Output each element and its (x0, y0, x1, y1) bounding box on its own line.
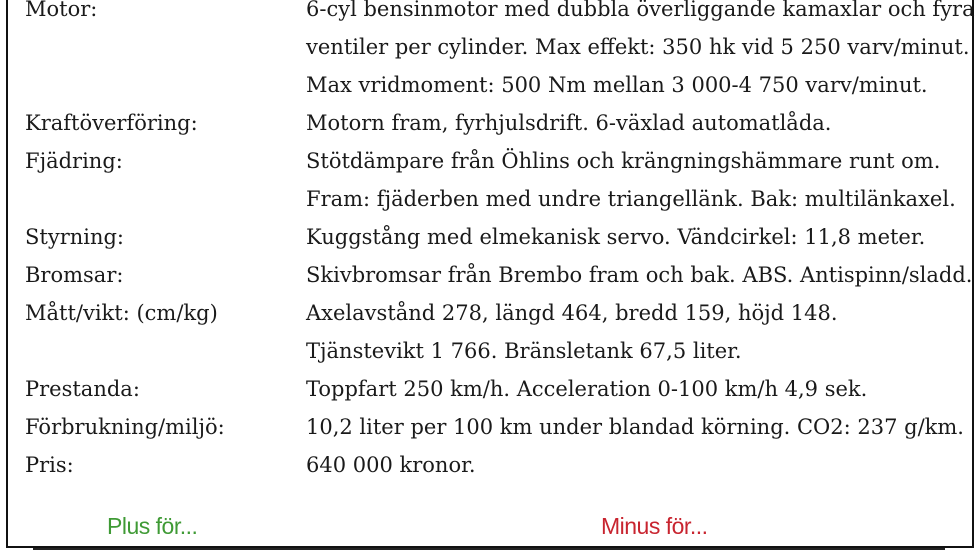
divider (33, 548, 945, 550)
spec-label: Styrning: (25, 225, 125, 249)
spec-label: Bromsar: (25, 263, 124, 287)
spec-label: Pris: (25, 453, 74, 477)
spec-value: Max vridmoment: 500 Nm mellan 3 000-4 750 varv/minut. (306, 73, 928, 97)
spec-row (0, 28, 980, 66)
spec-row (0, 408, 980, 446)
spec-value: Motorn fram, fyrhjulsdrift. 6-växlad automatlåda. (306, 111, 832, 135)
spec-row (0, 142, 980, 180)
minus-heading: Minus för... (601, 513, 708, 539)
spec-label: Fjädring: (25, 149, 123, 173)
spec-value: ventiler per cylinder. Max effekt: 350 hk vid 5 250 varv/minut. (306, 35, 970, 59)
spec-row (0, 66, 980, 104)
spec-row (0, 446, 980, 484)
spec-row (0, 104, 980, 142)
spec-row (0, 370, 980, 408)
spec-label: Förbrukning/miljö: (25, 415, 225, 439)
spec-label: Mått/vikt: (cm/kg) (25, 301, 218, 325)
spec-row (0, 256, 980, 294)
spec-value: Tjänstevikt 1 766. Bränsletank 67,5 liter. (306, 339, 742, 363)
spec-value: 640 000 kronor. (306, 453, 476, 477)
spec-value: Axelavstånd 278, längd 464, bredd 159, höjd 148. (306, 301, 838, 325)
spec-value: Stötdämpare från Öhlins och krängningshämmare runt om. (306, 149, 941, 173)
spec-value: 6-cyl bensinmotor med dubbla överliggande kamaxlar och fyra (306, 0, 975, 21)
spec-row (0, 180, 980, 218)
spec-label: Prestanda: (25, 377, 140, 401)
spec-row (0, 294, 980, 332)
spec-label: Motor: (25, 0, 98, 21)
spec-value: 10,2 liter per 100 km under blandad körning. CO2: 237 g/km. (306, 415, 964, 439)
spec-row (0, 0, 980, 28)
spec-value: Fram: fjäderben med undre triangellänk. Bak: multilänkaxel. (306, 187, 956, 211)
spec-label: Kraftöverföring: (25, 111, 198, 135)
spec-row (0, 218, 980, 256)
spec-value: Toppfart 250 km/h. Acceleration 0-100 km/h 4,9 sek. (306, 377, 868, 401)
spec-value: Skivbromsar från Brembo fram och bak. ABS. Antispinn/sladd. (306, 263, 973, 287)
plus-heading: Plus för... (107, 513, 198, 539)
spec-row (0, 332, 980, 370)
spec-value: Kuggstång med elmekanisk servo. Vändcirkel: 11,8 meter. (306, 225, 926, 249)
